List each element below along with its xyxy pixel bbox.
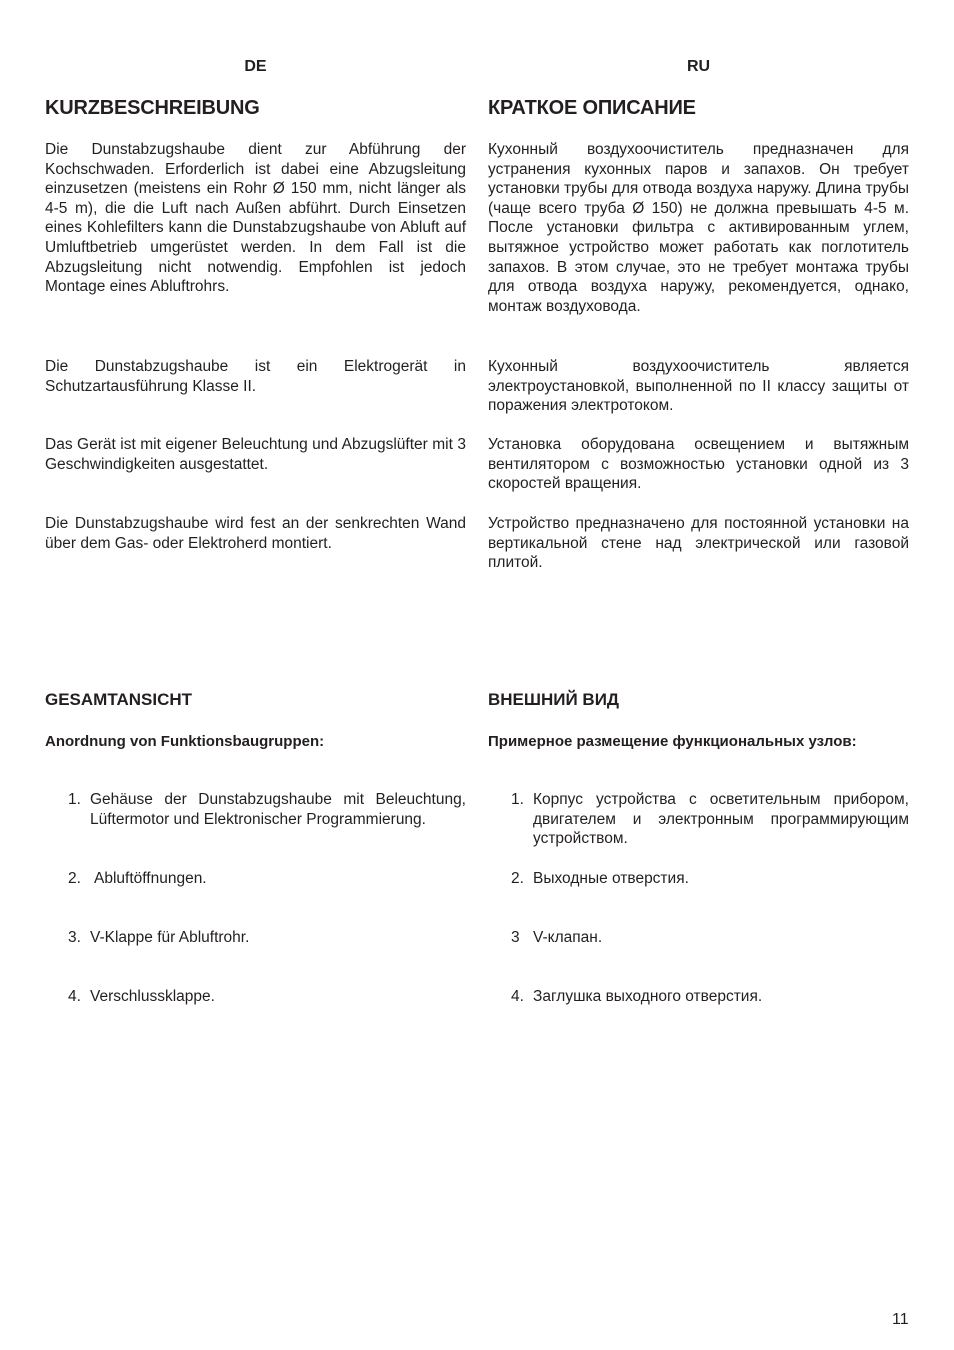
section-title-description-ru: КРАТКОЕ ОПИСАНИЕ [488, 97, 696, 119]
list-item [488, 928, 909, 948]
section-title-overview-de: GESAMTANSICHT [45, 690, 193, 709]
paragraph-ru-2: Кухонный воздухоочиститель является электроустановкой, выполненной по II классу защиты от поражения электротоком. [488, 358, 909, 415]
list-item-number: 2. [511, 870, 524, 887]
list-item [45, 869, 466, 889]
paragraph-ru-3: Установка оборудована освещением и вытяжным вентилятором с возможностью установки одной из 3 скоростей вращения. [488, 436, 909, 493]
language-label-de: DE [244, 58, 267, 75]
list-item-number: 3 [511, 929, 520, 946]
section-title-description-de: KURZBESCHREIBUNG [45, 97, 260, 119]
list-item [488, 790, 909, 850]
paragraph-ru-1: Кухонный воздухоочиститель предназначен для устранения кухонных паров и запахов. Он требует установки трубы для отвода воздуха наружу. Длина трубы (чаще всего труба Ø 150) не должна превышать 4-5 м. После установки фильтра с активированным углем, вытяжное устройство может работать как поглотитель запахов. В этом случае, это не требует монтажа трубы для отвода воздуха наружу, рекомендуется, однако, монтаж воздуховода. [488, 141, 909, 315]
page-number: 11 [892, 1311, 909, 1328]
paragraph-de-1: Die Dunstabzugshaube dient zur Abführung der Kochschwaden. Erforderlich ist dabei eine Abzugsleitung einzusetzen (meistens ein Rohr Ø 150 mm, nicht länger als 4-5 m), die die Luft nach Außen abführt. Durch Einsetzen eines Kohlefilters kann die Dunstabzugshaube von Abluft auf Umluftbetrieb umgerüstet werden. In dem Fall ist die Abzugsleitung nicht notwendig. Empfohlen ist jedoch Montage eines Abluftrohrs. [45, 141, 466, 296]
list-item-number: 1. [511, 791, 524, 808]
list-item-text: V-клапан. [533, 929, 603, 946]
list-item-number: 2. [68, 870, 81, 887]
list-item-number: 4. [511, 988, 524, 1005]
column-de [45, 0, 466, 1350]
list-item-text: Abluftöffnungen. [94, 870, 207, 887]
section-title-overview-ru: ВНЕШНИЙ ВИД [488, 690, 620, 709]
list-item-text: Корпус устройства с осветительным прибором, двигателем и электронным программирующим устройством. [533, 791, 909, 848]
list-item [45, 987, 466, 1007]
list-item-number: 3. [68, 929, 81, 946]
paragraph-ru-4: Устройство предназначено для постоянной установки на вертикальной стене над электрической или газовой плитой. [488, 515, 909, 572]
column-ru [488, 0, 909, 1350]
list-item-text: Verschlussklappe. [90, 988, 215, 1005]
list-item-text: Выходные отверстия. [533, 870, 689, 887]
list-item [45, 790, 466, 850]
list-item [488, 869, 909, 889]
paragraph-de-2: Die Dunstabzugshaube ist ein Elektrogerät in Schutzartausführung Klasse II. [45, 358, 466, 395]
list-item [45, 928, 466, 948]
subtitle-de: Anordnung von Funktionsbaugruppen: [45, 733, 325, 750]
language-label-ru: RU [686, 58, 711, 75]
list-item-number: 1. [68, 791, 81, 808]
paragraph-de-3: Das Gerät ist mit eigener Beleuchtung und Abzugslüfter mit 3 Geschwindigkeiten ausgestattet. [45, 436, 466, 473]
paragraph-de-4: Die Dunstabzugshaube wird fest an der senkrechten Wand über dem Gas- oder Elektroherd montiert. [45, 515, 466, 552]
list-item-number: 4. [68, 988, 81, 1005]
subtitle-ru: Примерное размещение функциональных узлов: [488, 733, 857, 750]
list-item [488, 987, 909, 1007]
list-item-text: Gehäuse der Dunstabzugshaube mit Beleuchtung, Lüftermotor und Elektronischer Programmierung. [90, 791, 466, 828]
list-item-text: V-Klappe für Abluftrohr. [90, 929, 250, 946]
list-item-text: Заглушка выходного отверстия. [533, 988, 763, 1005]
